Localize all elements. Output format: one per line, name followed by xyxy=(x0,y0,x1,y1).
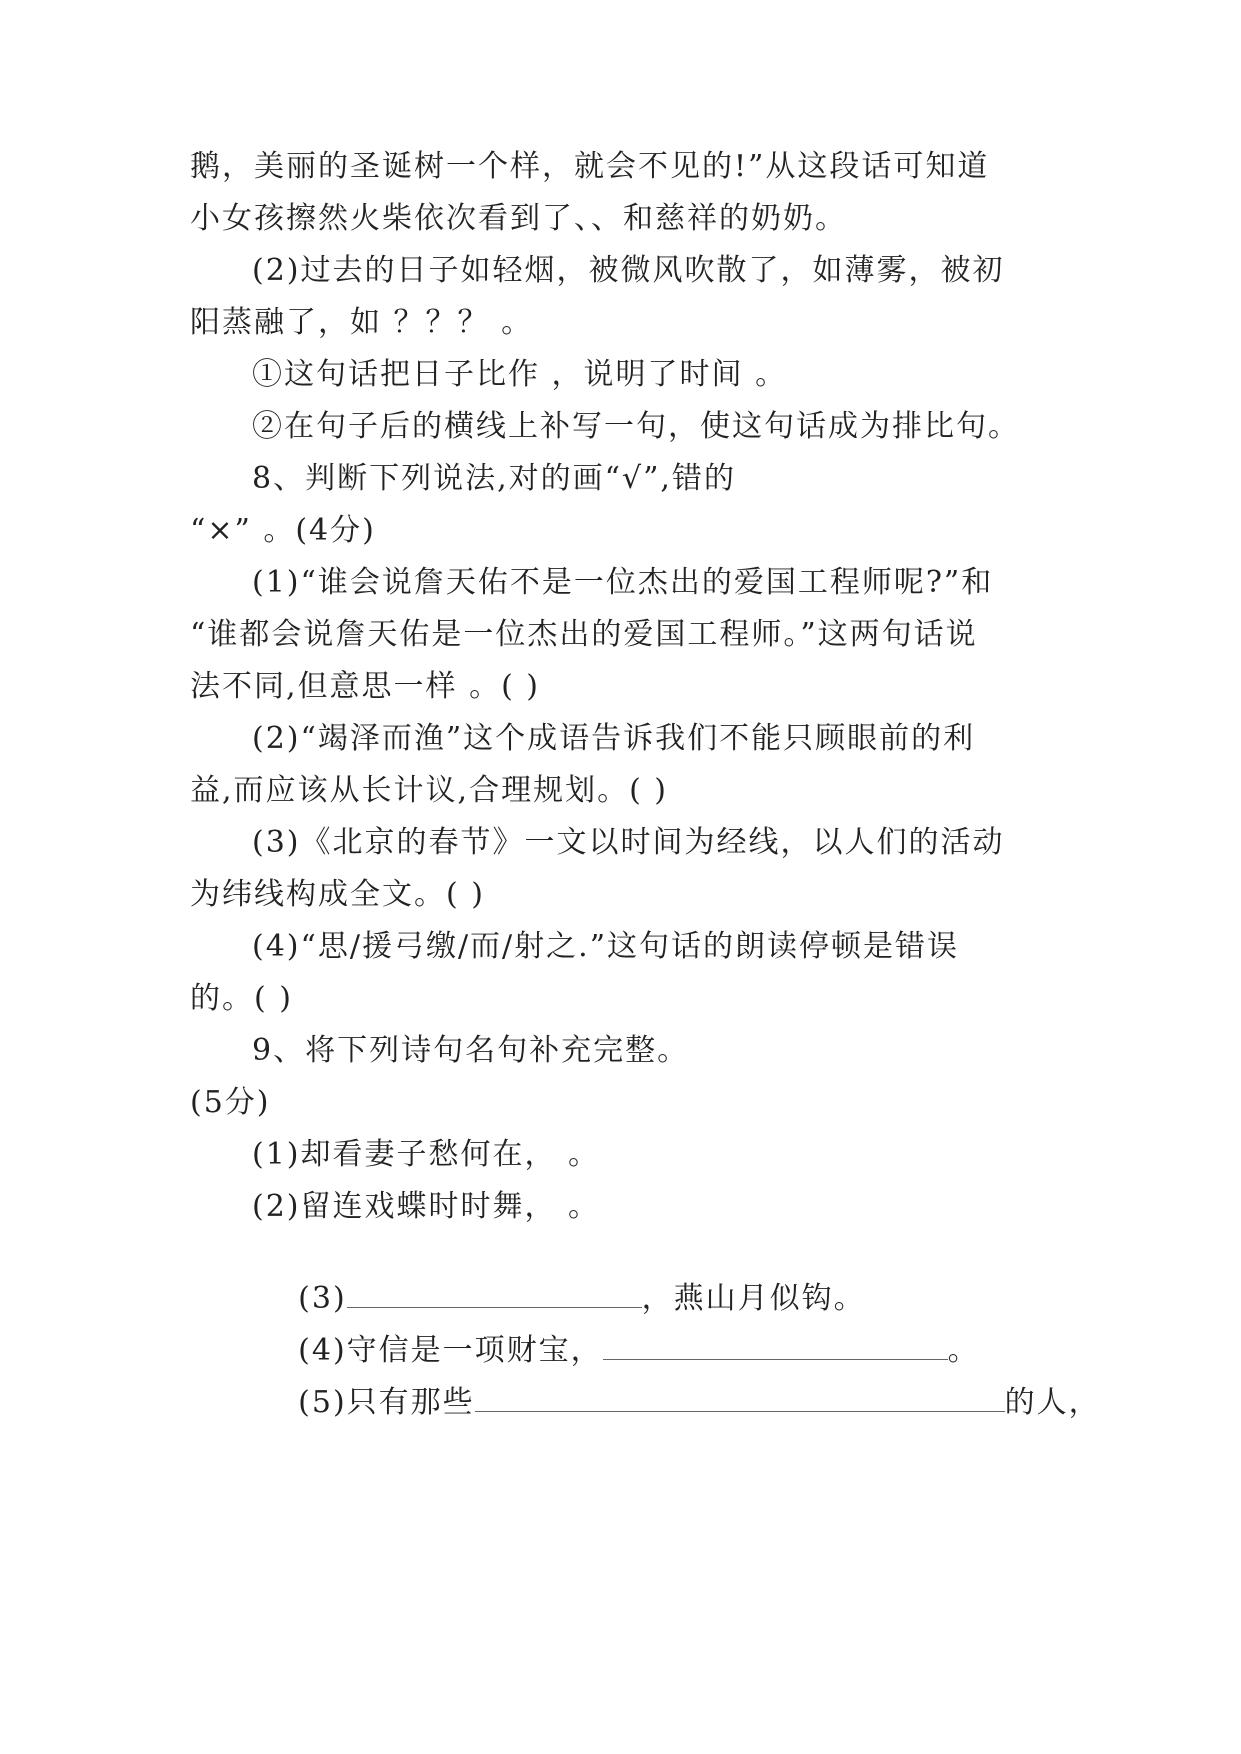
text-line: (2)留连戏蝶时时舞， 。 xyxy=(252,1189,601,1224)
text-line: 益,而应该从长计议,合理规划。( ) xyxy=(190,773,669,808)
text-line: (1)“谁会说詹天佑不是一位杰出的爱国工程师呢?”和 xyxy=(252,565,994,600)
text-line: 的。( ) xyxy=(190,981,293,1016)
text-line: (2)“竭泽而渔”这个成语告诉我们不能只顾眼前的利 xyxy=(252,721,976,756)
text-line: 小女孩擦然火柴依次看到了、、和慈祥的奶奶。 xyxy=(190,201,847,236)
text-line: (1)却看妻子愁何在， 。 xyxy=(252,1137,601,1172)
question-heading: 9、将下列诗句名句补充完整。 xyxy=(252,1033,690,1068)
answer-blank[interactable] xyxy=(475,1385,1005,1412)
text-line: “谁都会说詹天佑是一位杰出的爱国工程师。”这两句话说 xyxy=(190,617,978,652)
fill-prefix: (4)守信是一项财宝， xyxy=(298,1333,603,1368)
fill-suffix: 。 xyxy=(947,1333,980,1368)
fill-suffix: 的人， xyxy=(1004,1385,1101,1420)
text-line: (2)过去的日子如轻烟，被微风吹散了，如薄雾，被初 xyxy=(252,253,1005,288)
text-line: “×” 。(4分) xyxy=(190,513,376,548)
fill-line-5 xyxy=(252,1343,1101,1463)
fill-prefix: (3) xyxy=(298,1281,347,1316)
text-line: ②在句子后的横线上补写一句，使这句话成为排比句。 xyxy=(252,409,1020,444)
text-line: 鹅，美丽的圣诞树一个样，就会不见的!”从这段话可知道 xyxy=(190,149,990,184)
text-line: 阳蒸融了，如 ？？？ 。 xyxy=(190,305,534,340)
text-line: ①这句话把日子比作 ，说明了时间 。 xyxy=(252,357,788,392)
text-line: (3)《北京的春节》一文以时间为经线，以人们的活动 xyxy=(252,825,1005,860)
text-line: 为纬线构成全文。( ) xyxy=(190,877,485,912)
fill-prefix: (5)只有那些 xyxy=(298,1385,475,1420)
fill-suffix: ，燕山月似钩。 xyxy=(641,1281,866,1316)
text-line: (5分) xyxy=(190,1085,271,1120)
text-line: (4)“思/援弓缴/而/射之.”这句话的朗读停顿是错误 xyxy=(252,929,960,964)
text-line: 法不同,但意思一样 。( ) xyxy=(190,669,541,704)
question-heading: 8、判断下列说法,对的画“√”,错的 xyxy=(252,461,736,496)
